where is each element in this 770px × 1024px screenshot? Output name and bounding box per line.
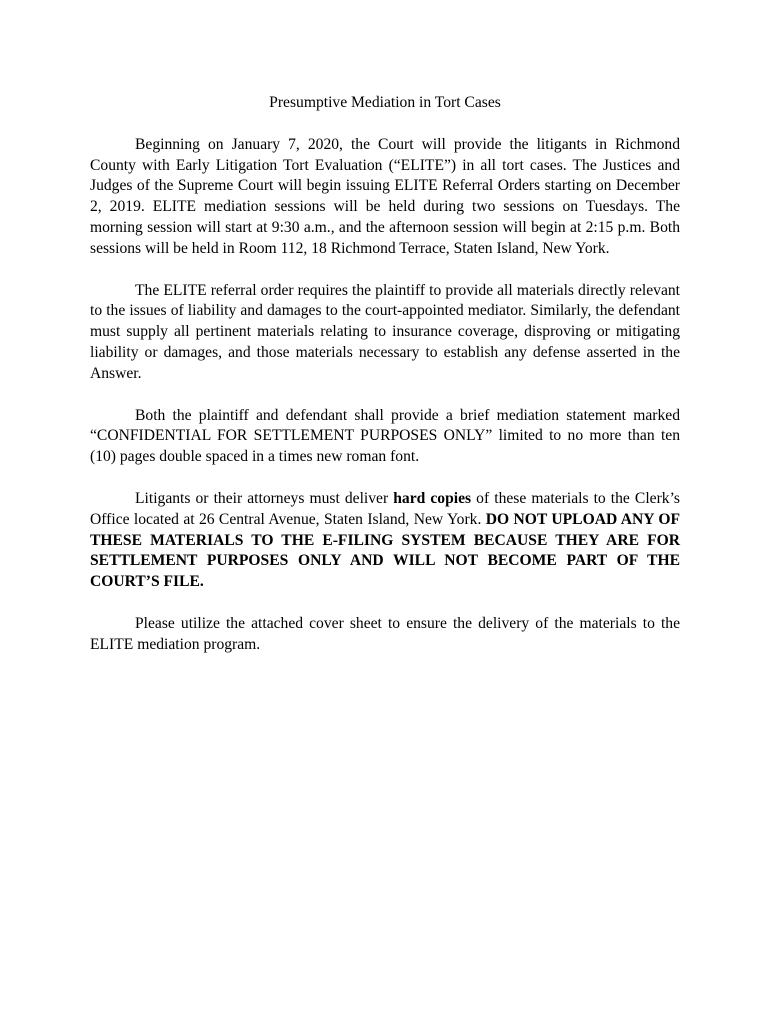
delivery-text-2: of these materials to the Clerk’s Office located at 26 Central Avenue, Staten Island, New York. [90,489,680,528]
paragraph-plaintiff-materials: The ELITE referral order requires the plaintiff to provide all materials directly relevant to the issues of liability and damages to the court-appointed mediator. Similarly, the defendant must supply all pertinent materials relating to insurance coverage, disproving or mitigating liability or damages, and those materials necessary to establish any defense asserted in the Answer. [90,281,680,382]
paragraph-elite-start: Beginning on January 7, 2020, the Court will provide the litigants in Richmond County with Early Litigation Tort Evaluation (“ELITE”) in all tort cases. The Justices and Judges of the Supreme Court will begin issuing ELITE Referral Orders starting on December 2, 2019. ELITE mediation sessions will be held during two sessions on Tuesdays. The morning session will start at 9:30 a.m., and the afternoon session will begin at 2:15 p.m. Both sessions will be held in Room 112, 18 Richmond Terrace, Staten Island, New York. [90,135,680,257]
document-title: Presumptive Mediation in Tort Cases [269,94,501,111]
do-not-upload-warning: DO NOT UPLOAD ANY OF THESE MATERIALS TO THE E-FILING SYSTEM BECAUSE THEY ARE FOR SETTLEMENT PURPOSES ONLY AND WILL NOT BECOME PART OF THE COURT’S FILE. [90,510,680,591]
paragraph-cover-sheet: Please utilize the attached cover sheet to ensure the delivery of the materials to the ELITE mediation program. [90,614,680,653]
paragraph-mediation-statement: Both the plaintiff and defendant shall provide a brief mediation statement marked “CONFIDENTIAL FOR SETTLEMENT PURPOSES ONLY” limited to no more than ten (10) pages double spaced in a times new roman font. [90,406,680,466]
document-body [90,93,680,656]
paragraph-delivery-instructions [90,489,680,593]
delivery-text-1: Litigants or their attorneys must deliver [135,489,394,507]
hard-copies-emphasis: hard copies [393,489,472,507]
